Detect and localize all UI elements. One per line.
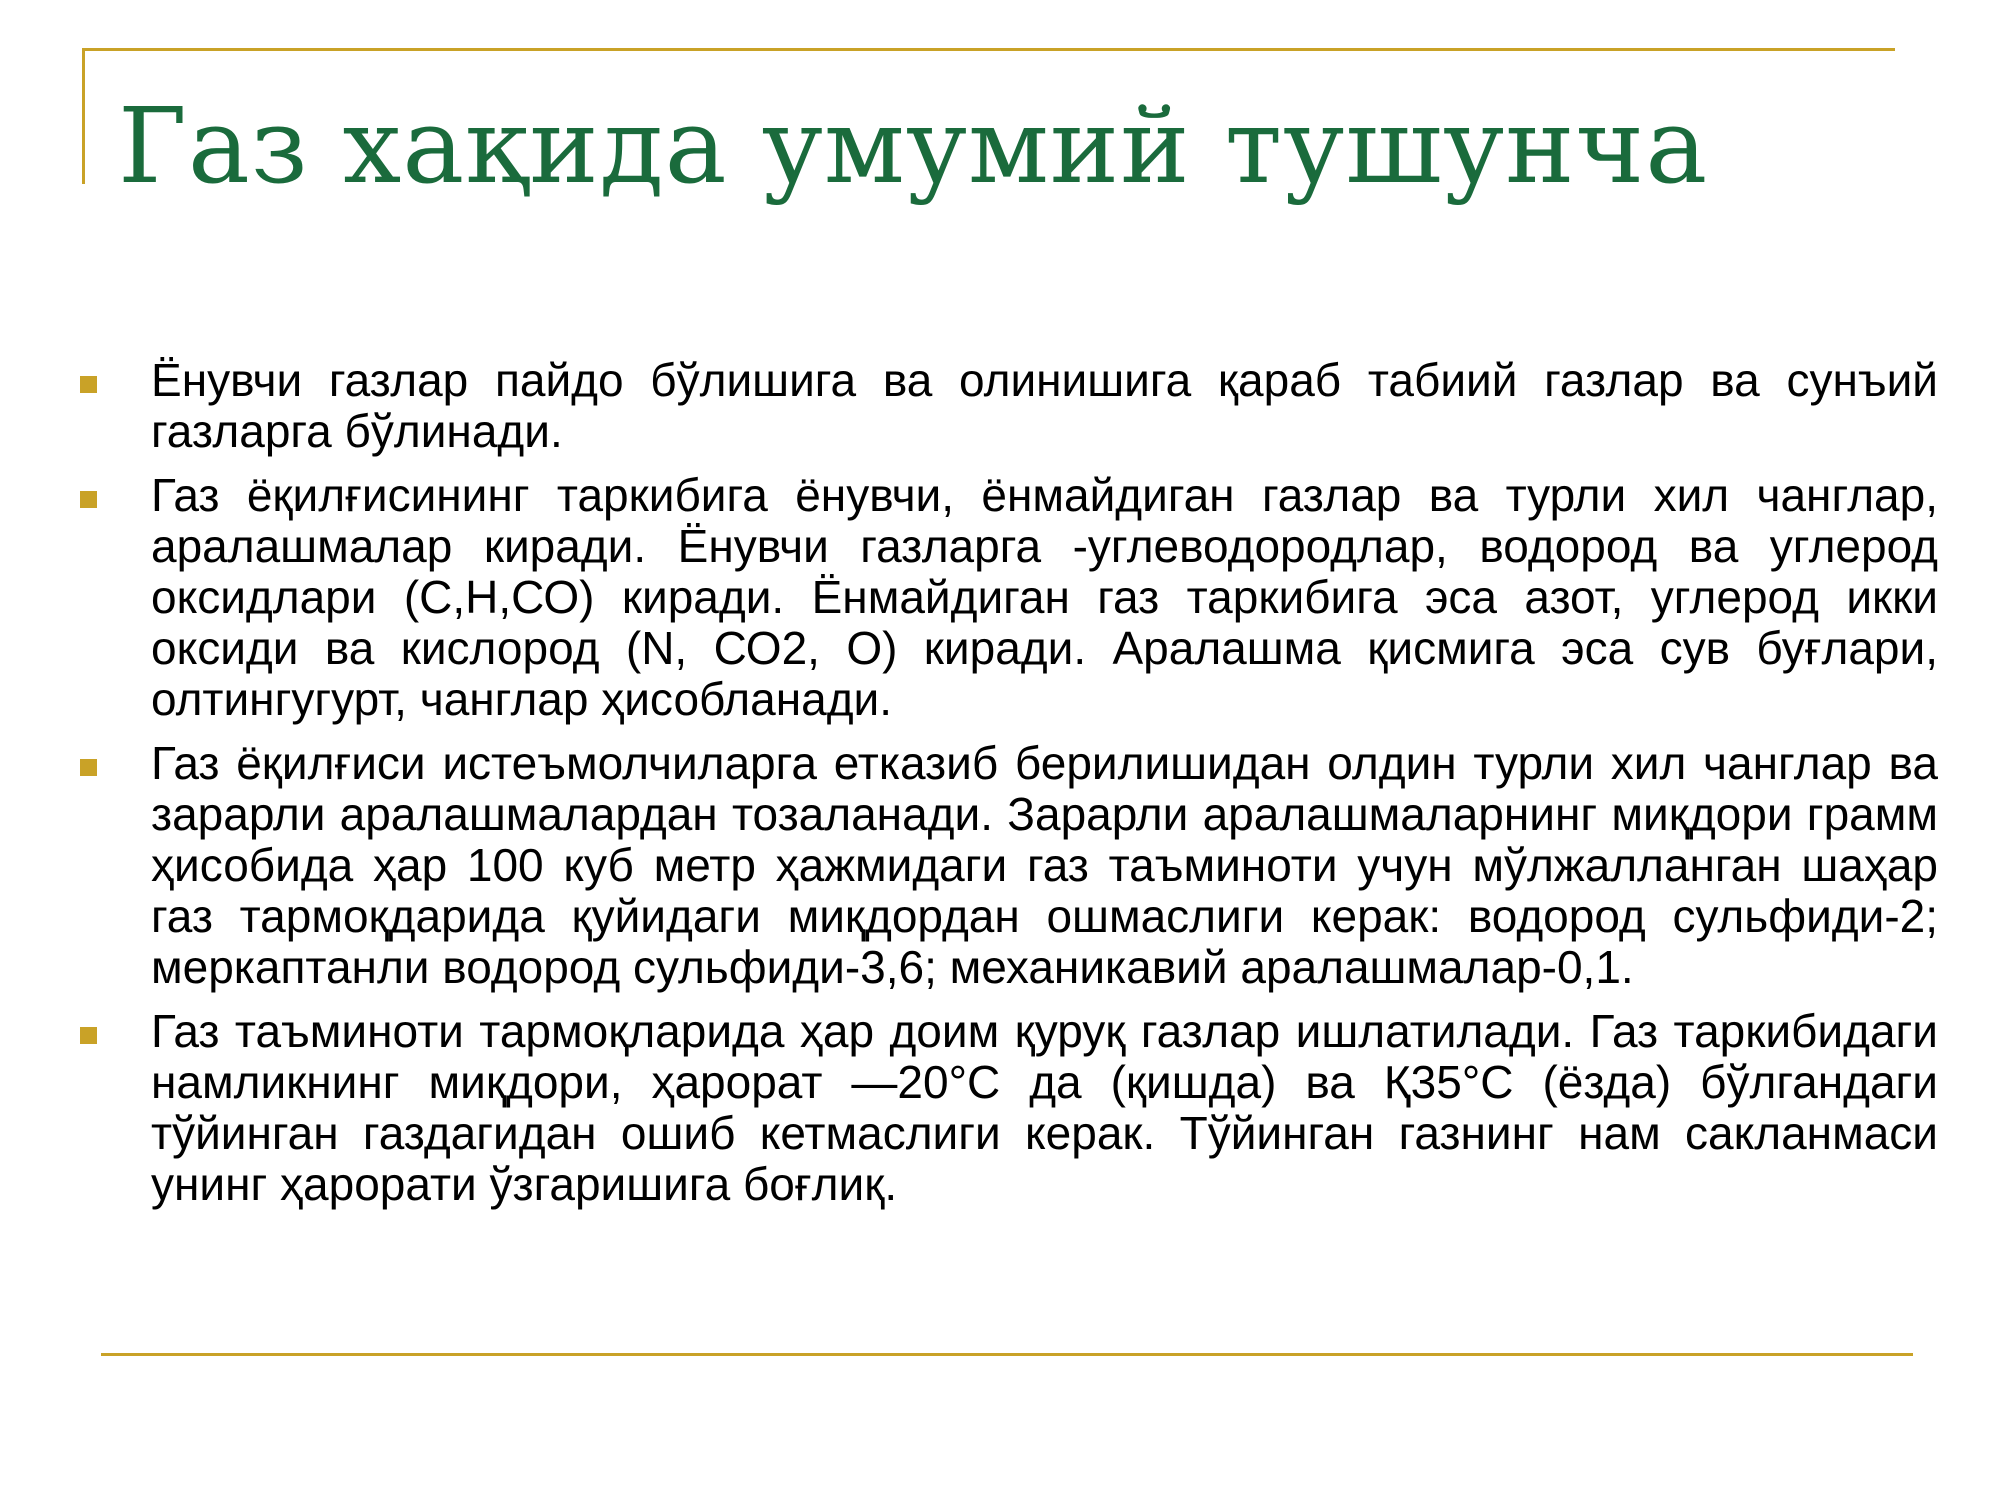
- bullet-item: [72, 355, 1938, 457]
- bullet-text: Газ ёқилғисининг таркибига ёнувчи, ёнмайдиган газлар ва турли хил чанглар, аралашмалар киради. Ёнувчи газларга -углеводородлар, водород ва углерод оксидлари (С,Н,СО) киради. Ёнмайдиган газ таркибига эса азот, углерод икки оксиди ва кислород (N, СО2, О) киради. Аралашма қисмига эса сув буғлари, олтингугурт, чанглар ҳисобланади.: [151, 469, 1938, 725]
- bullet-list: [72, 355, 1938, 1223]
- bottom-divider: [101, 1353, 1913, 1356]
- bullet-text: Ёнувчи газлар пайдо бўлишига ва олинишига қараб табиий газлар ва сунъий газларга бўлинади.: [151, 354, 1938, 457]
- square-bullet-icon: [80, 491, 97, 508]
- bullet-text: Газ таъминоти тармоқларида ҳар доим қуруқ газлар ишлатилади. Газ таркибидаги намликнинг миқдори, ҳарорат —20°С да (қишда) ва Қ35°С (ёзда) бўлгандаги тўйинган газдагидан ошиб кетмаслиги керак. Тўйинган газнинг нам сакланмаси унинг ҳарорати ўзгаришига боғлиқ.: [151, 1005, 1938, 1210]
- slide-title: Газ хақида умумий тушунча: [118, 85, 1709, 207]
- square-bullet-icon: [80, 1027, 97, 1044]
- square-bullet-icon: [80, 759, 97, 776]
- left-divider: [82, 48, 85, 184]
- bullet-text: Газ ёқилғиси истеъмолчиларга етказиб берилишидан олдин турли хил чанглар ва зарарли аралашмалардан тозаланади. Зарарли аралашмаларнинг миқдори грамм ҳисобида ҳар 100 куб метр ҳажмидаги газ таъминоти учун мўлжалланган шаҳар газ тармоқдарида қуйидаги миқдордан ошмаслиги керак: водород сульфиди-2; меркаптанли водород сульфиди-3,6; механикавий аралашмалар-0,1.: [151, 737, 1938, 993]
- bullet-item: [72, 470, 1938, 725]
- square-bullet-icon: [80, 376, 97, 393]
- bullet-item: [72, 738, 1938, 993]
- bullet-item: [72, 1006, 1938, 1210]
- top-divider: [83, 48, 1895, 51]
